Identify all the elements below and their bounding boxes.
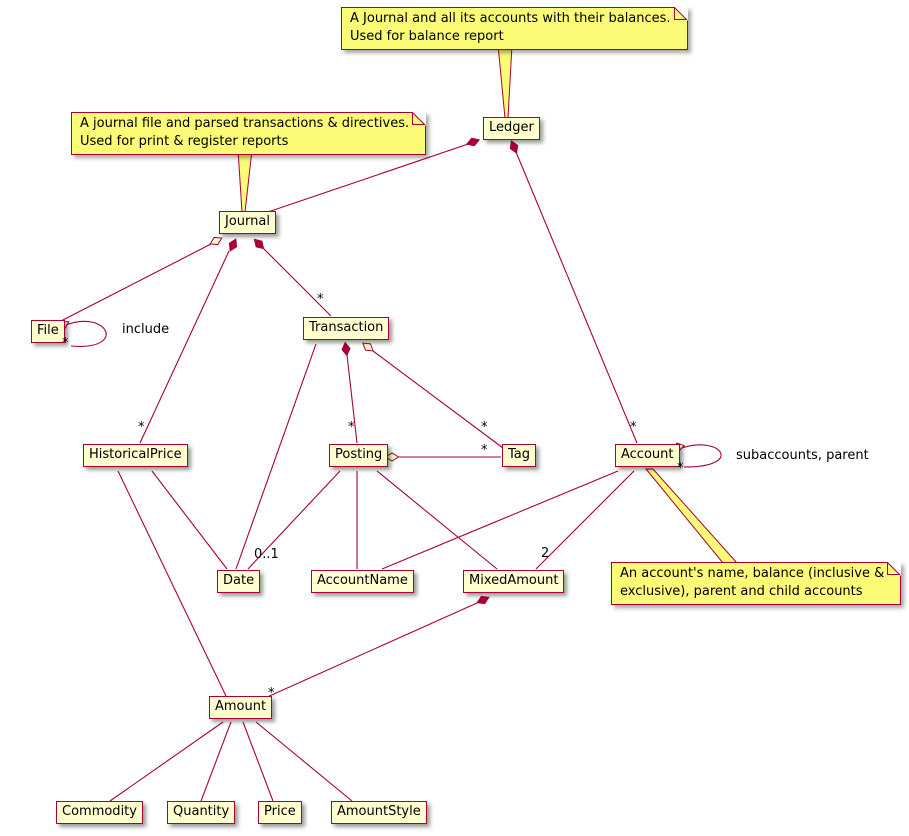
class-quantity: Quantity [167, 801, 235, 824]
edge-posting-mixedamount [377, 471, 497, 569]
class-historicalprice: HistoricalPrice [83, 444, 188, 467]
class-file: File [31, 320, 65, 343]
edge-journal-file [59, 244, 211, 322]
note-journal [71, 112, 426, 155]
class-journal: Journal [219, 211, 276, 234]
note-account-line2: exclusive), parent and child accounts [620, 584, 863, 599]
note-fold-icon [887, 562, 901, 576]
note-ledger-line2: Used for balance report [350, 29, 504, 44]
note-account-line1: An account's name, balance (inclusive & [620, 566, 885, 581]
note-fold-icon [412, 112, 426, 126]
multiplicity-account-loop: * [677, 461, 684, 476]
multiplicity-posting-tag: * [481, 443, 488, 458]
edge-ledger-account [516, 152, 637, 443]
note-journal-line1: A journal file and parsed transactions & directives. [80, 116, 410, 131]
multiplicity-journal-transaction: * [317, 292, 324, 307]
note-ledger-line1: A Journal and all its accounts with their balances. [350, 11, 671, 26]
multiplicity-ledger-account: * [630, 420, 637, 435]
edge-historicalprice-amount [118, 471, 226, 696]
composition-diamond-mixedamount-amount [475, 594, 490, 607]
class-account: Account [615, 444, 680, 467]
multiplicity-mixedamount-amount: * [268, 686, 275, 701]
edge-journal-historicalprice [140, 251, 229, 443]
class-commodity: Commodity [56, 801, 143, 824]
multiplicity-transaction-tag: * [481, 420, 488, 435]
class-date: Date [217, 570, 260, 593]
class-accountname: AccountName [311, 570, 414, 593]
composition-diamond-transaction-posting [341, 342, 351, 356]
composition-diamond-ledger-account [508, 139, 520, 154]
multiplicity-file-loop: * [62, 336, 69, 351]
edge-account-accountname [382, 471, 618, 569]
aggregation-diamond-transaction-tag [360, 340, 375, 354]
edge-amount-price [243, 722, 273, 801]
edge-account-mixedamount [536, 471, 634, 569]
note-ledger [341, 7, 688, 50]
class-tag: Tag [502, 444, 536, 467]
note-connector-ledger [498, 45, 512, 118]
class-mixedamount: MixedAmount [463, 570, 564, 593]
multiplicity-posting-date: 0..1 [254, 547, 279, 562]
multiplicity-transaction-posting: * [348, 420, 355, 435]
label-file-include: include [122, 322, 170, 337]
note-connector-account [646, 469, 737, 563]
composition-diamond-journal-historicalprice [227, 237, 240, 252]
edge-historicalprice-date [152, 471, 227, 569]
class-posting: Posting [329, 444, 388, 467]
note-fold-icon [674, 7, 688, 21]
class-amount: Amount [209, 696, 272, 719]
label-account-subaccounts-parent: subaccounts, parent [736, 448, 869, 463]
note-account [611, 562, 901, 605]
composition-diamond-journal-transaction [252, 237, 267, 252]
edge-transaction-date [236, 344, 316, 569]
class-ledger: Ledger [483, 117, 540, 140]
class-amountstyle: AmountStyle [331, 801, 427, 824]
note-journal-line2: Used for print & register reports [80, 134, 289, 149]
multiplicity-account-mixedamount: 2 [541, 546, 550, 561]
edge-mixedamount-amount [265, 603, 477, 698]
edge-amount-amountstyle [256, 722, 352, 801]
aggregation-diamond-journal-file [208, 234, 223, 247]
edge-account-subaccounts-loop [682, 445, 721, 467]
multiplicity-journal-historicalprice: * [138, 420, 145, 435]
edge-file-include-loop [66, 321, 106, 346]
composition-diamond-ledger-journal [466, 136, 481, 148]
note-connector-journal [238, 150, 252, 212]
class-price: Price [258, 801, 302, 824]
class-transaction: Transaction [303, 317, 389, 340]
